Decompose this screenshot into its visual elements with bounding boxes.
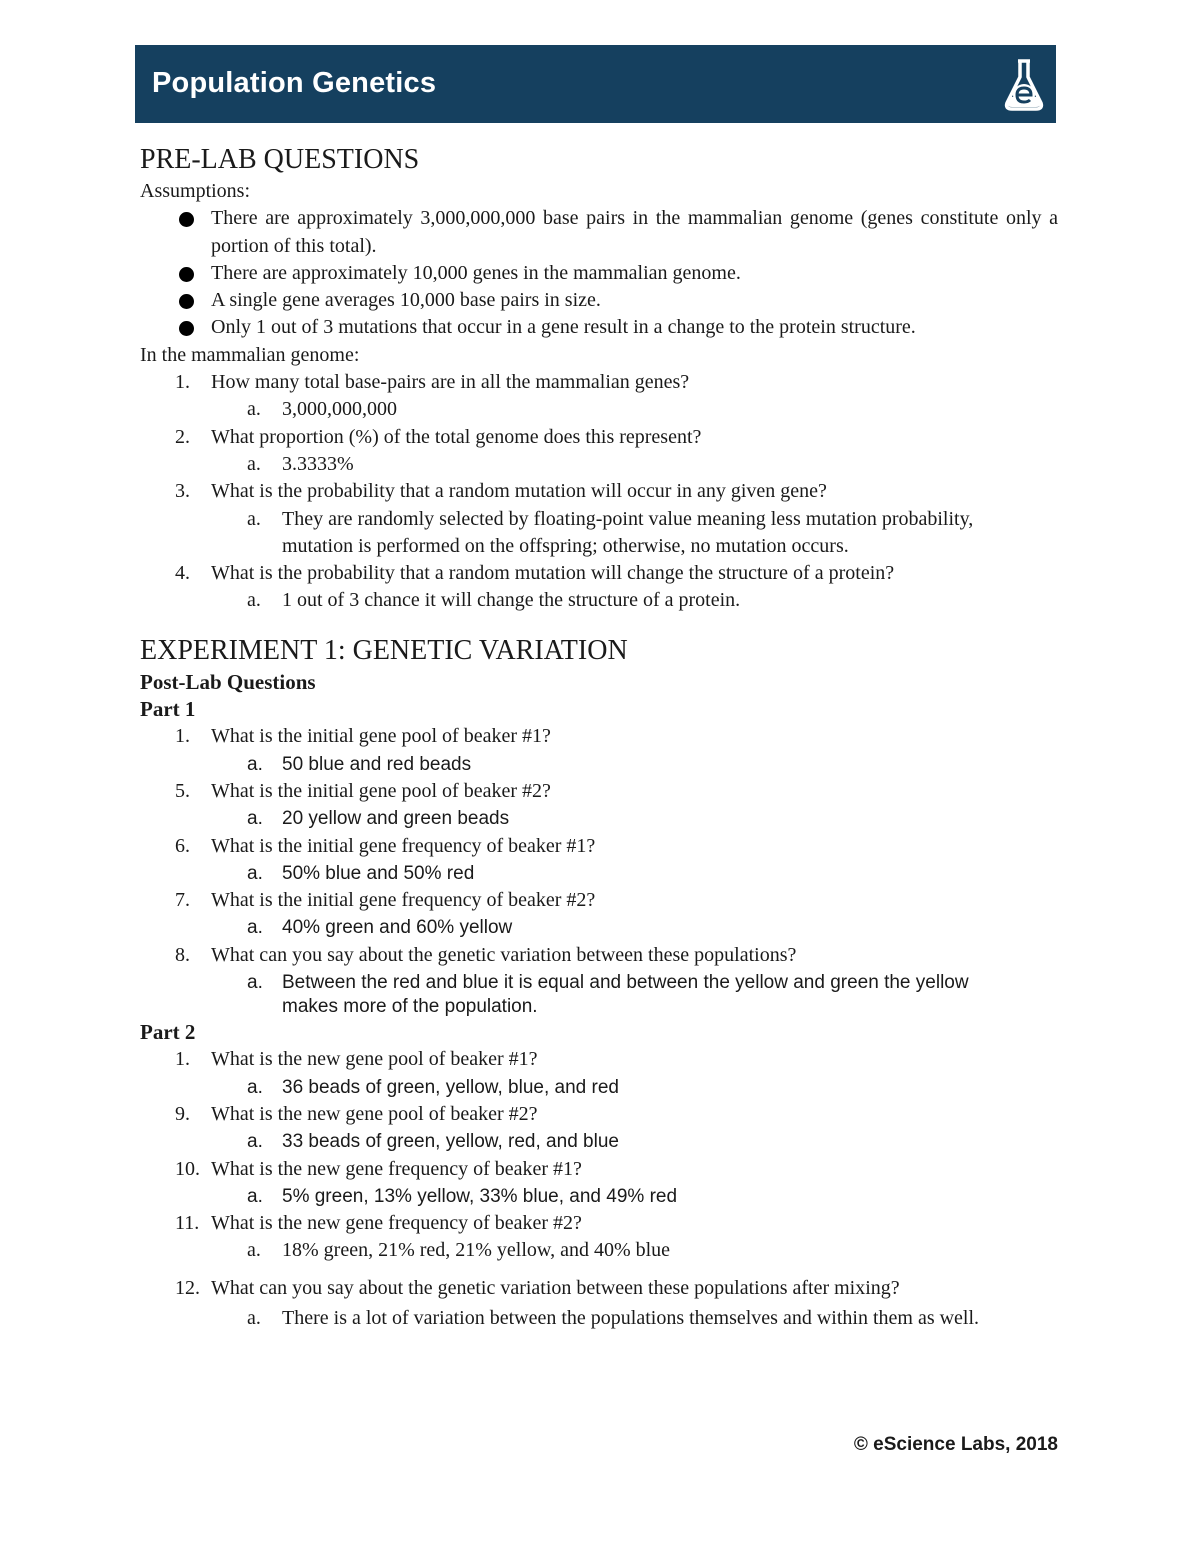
question <box>140 1046 1058 1073</box>
answer-text: 18% green, 21% red, 21% yellow, and 40% blue <box>282 1239 671 1262</box>
answer <box>140 1074 1058 1101</box>
bullet-icon <box>179 267 194 282</box>
question-text: What is the probability that a random mutation will change the structure of a protein? <box>211 562 895 585</box>
question <box>140 1210 1058 1237</box>
question-number: 1. <box>175 371 190 394</box>
bullet-icon <box>179 212 194 227</box>
question-number: 6. <box>175 834 190 857</box>
answer-text: 50% blue and 50% red <box>282 862 475 884</box>
escience-flask-logo-icon <box>1001 57 1047 113</box>
question-text: What is the new gene frequency of beaker #1? <box>211 1157 582 1180</box>
bullet-icon <box>179 321 194 336</box>
answer-text: They are randomly selected by floating-point value meaning less mutation probability, mutation is performed on the offspring; otherwise, no mutation occurs. <box>282 507 974 557</box>
answer <box>140 805 1058 832</box>
question-text: What proportion (%) of the total genome does this represent? <box>211 425 702 448</box>
page-title: Population Genetics <box>152 67 437 99</box>
answer-letter: a. <box>247 972 263 994</box>
answer-text: 3.3333% <box>282 452 354 475</box>
answer-letter: a. <box>247 507 261 530</box>
question-number: 10. <box>175 1157 200 1180</box>
prelab-heading: PRE-LAB QUESTIONS <box>140 144 420 175</box>
part1-label: Part 1 <box>140 697 196 722</box>
question <box>140 887 1058 914</box>
bullet-icon <box>179 294 194 309</box>
answer-letter: a. <box>247 1131 263 1153</box>
answer-text: 40% green and 60% yellow <box>282 917 513 939</box>
answer <box>140 1302 1058 1335</box>
question <box>140 560 1058 587</box>
question-number: 3. <box>175 480 190 503</box>
question <box>140 369 1058 396</box>
answer <box>140 971 1058 1019</box>
question-text: What can you say about the genetic variation between these populations? <box>211 943 797 966</box>
answer-text: 36 beads of green, yellow, blue, and red <box>282 1076 619 1098</box>
question-number: 9. <box>175 1102 190 1125</box>
answer-text: 5% green, 13% yellow, 33% blue, and 49% red <box>282 1185 678 1207</box>
answer-letter: a. <box>247 753 263 775</box>
answer-letter: a. <box>247 398 261 421</box>
answer-letter: a. <box>247 1076 263 1098</box>
question-text: What is the probability that a random mutation will occur in any given gene? <box>211 480 827 503</box>
question-number: 11. <box>175 1212 200 1235</box>
answer <box>140 587 1058 614</box>
prelab-intro: In the mammalian genome: <box>140 343 360 366</box>
answer-text: Between the red and blue it is equal and between the yellow and green the yellow makes more of the population. <box>282 972 969 1018</box>
header-banner <box>135 45 1056 123</box>
question <box>140 723 1058 750</box>
answer-text: 50 blue and red beads <box>282 753 472 775</box>
question-text: What is the new gene frequency of beaker #2? <box>211 1212 582 1235</box>
answer <box>140 860 1058 887</box>
answer <box>140 1237 1058 1264</box>
question-text: What is the new gene pool of beaker #1? <box>211 1048 538 1071</box>
answer-text: 20 yellow and green beads <box>282 808 510 830</box>
question <box>140 478 1058 505</box>
answer <box>140 914 1058 941</box>
assumptions-label: Assumptions: <box>140 180 251 202</box>
question-number: 8. <box>175 943 190 966</box>
question <box>140 778 1058 805</box>
question-number: 2. <box>175 425 190 448</box>
question-number: 5. <box>175 779 190 802</box>
question-number: 7. <box>175 889 190 912</box>
list-item: There are approximately 3,000,000,000 base pairs in the mammalian genome (genes constitute only a portion of this total). <box>140 205 1058 260</box>
question-number: 1. <box>175 725 190 748</box>
answer <box>140 751 1058 778</box>
answer-letter: a. <box>247 808 263 830</box>
question-text: What is the initial gene frequency of beaker #2? <box>211 889 596 912</box>
part1-questions <box>140 723 1058 1019</box>
answer-letter: a. <box>247 1306 261 1329</box>
question-number: 1. <box>175 1048 190 1071</box>
answer-letter: a. <box>247 917 263 939</box>
answer-text: 3,000,000,000 <box>282 398 397 421</box>
answer <box>140 396 1058 423</box>
part2-label: Part 2 <box>140 1020 196 1045</box>
question <box>140 1275 1058 1302</box>
part2-questions <box>140 1046 1058 1335</box>
question-text: What is the initial gene pool of beaker #2? <box>211 779 551 802</box>
answer-letter: a. <box>247 1185 263 1207</box>
postlab-subheading: Post-Lab Questions <box>140 669 316 694</box>
answer-text: There is a lot of variation between the populations themselves and within them as well. <box>282 1306 980 1329</box>
answer <box>140 506 1058 561</box>
question <box>140 424 1058 451</box>
question-number: 12. <box>175 1276 200 1299</box>
question-text: How many total base-pairs are in all the mammalian genes? <box>211 371 690 394</box>
answer-letter: a. <box>247 589 261 612</box>
answer <box>140 451 1058 478</box>
experiment-heading: EXPERIMENT 1: GENETIC VARIATION <box>140 634 628 666</box>
question <box>140 833 1058 860</box>
question-number: 4. <box>175 562 190 585</box>
prelab-questions <box>140 369 1058 615</box>
copyright-footer: © eScience Labs, 2018 <box>853 1434 1058 1455</box>
question <box>140 1156 1058 1183</box>
answer-text: 1 out of 3 chance it will change the structure of a protein. <box>282 589 741 612</box>
question <box>140 942 1058 969</box>
answer-letter: a. <box>247 452 261 475</box>
list-item: Only 1 out of 3 mutations that occur in a gene result in a change to the protein structure. <box>140 314 1058 341</box>
question-text: What is the new gene pool of beaker #2? <box>211 1102 538 1125</box>
answer-letter: a. <box>247 862 263 884</box>
assumptions-list <box>140 205 1058 341</box>
answer-text: 33 beads of green, yellow, red, and blue <box>282 1131 619 1153</box>
document-body <box>140 142 1058 1335</box>
list-item: There are approximately 10,000 genes in the mammalian genome. <box>140 260 1058 287</box>
answer <box>140 1128 1058 1155</box>
question-text: What is the initial gene pool of beaker #1? <box>211 725 551 748</box>
answer <box>140 1183 1058 1210</box>
question-text: What can you say about the genetic variation between these populations after mixing? <box>211 1276 900 1299</box>
question <box>140 1101 1058 1128</box>
answer-letter: a. <box>247 1239 261 1262</box>
list-item: A single gene averages 10,000 base pairs in size. <box>140 287 1058 314</box>
question-text: What is the initial gene frequency of beaker #1? <box>211 834 596 857</box>
